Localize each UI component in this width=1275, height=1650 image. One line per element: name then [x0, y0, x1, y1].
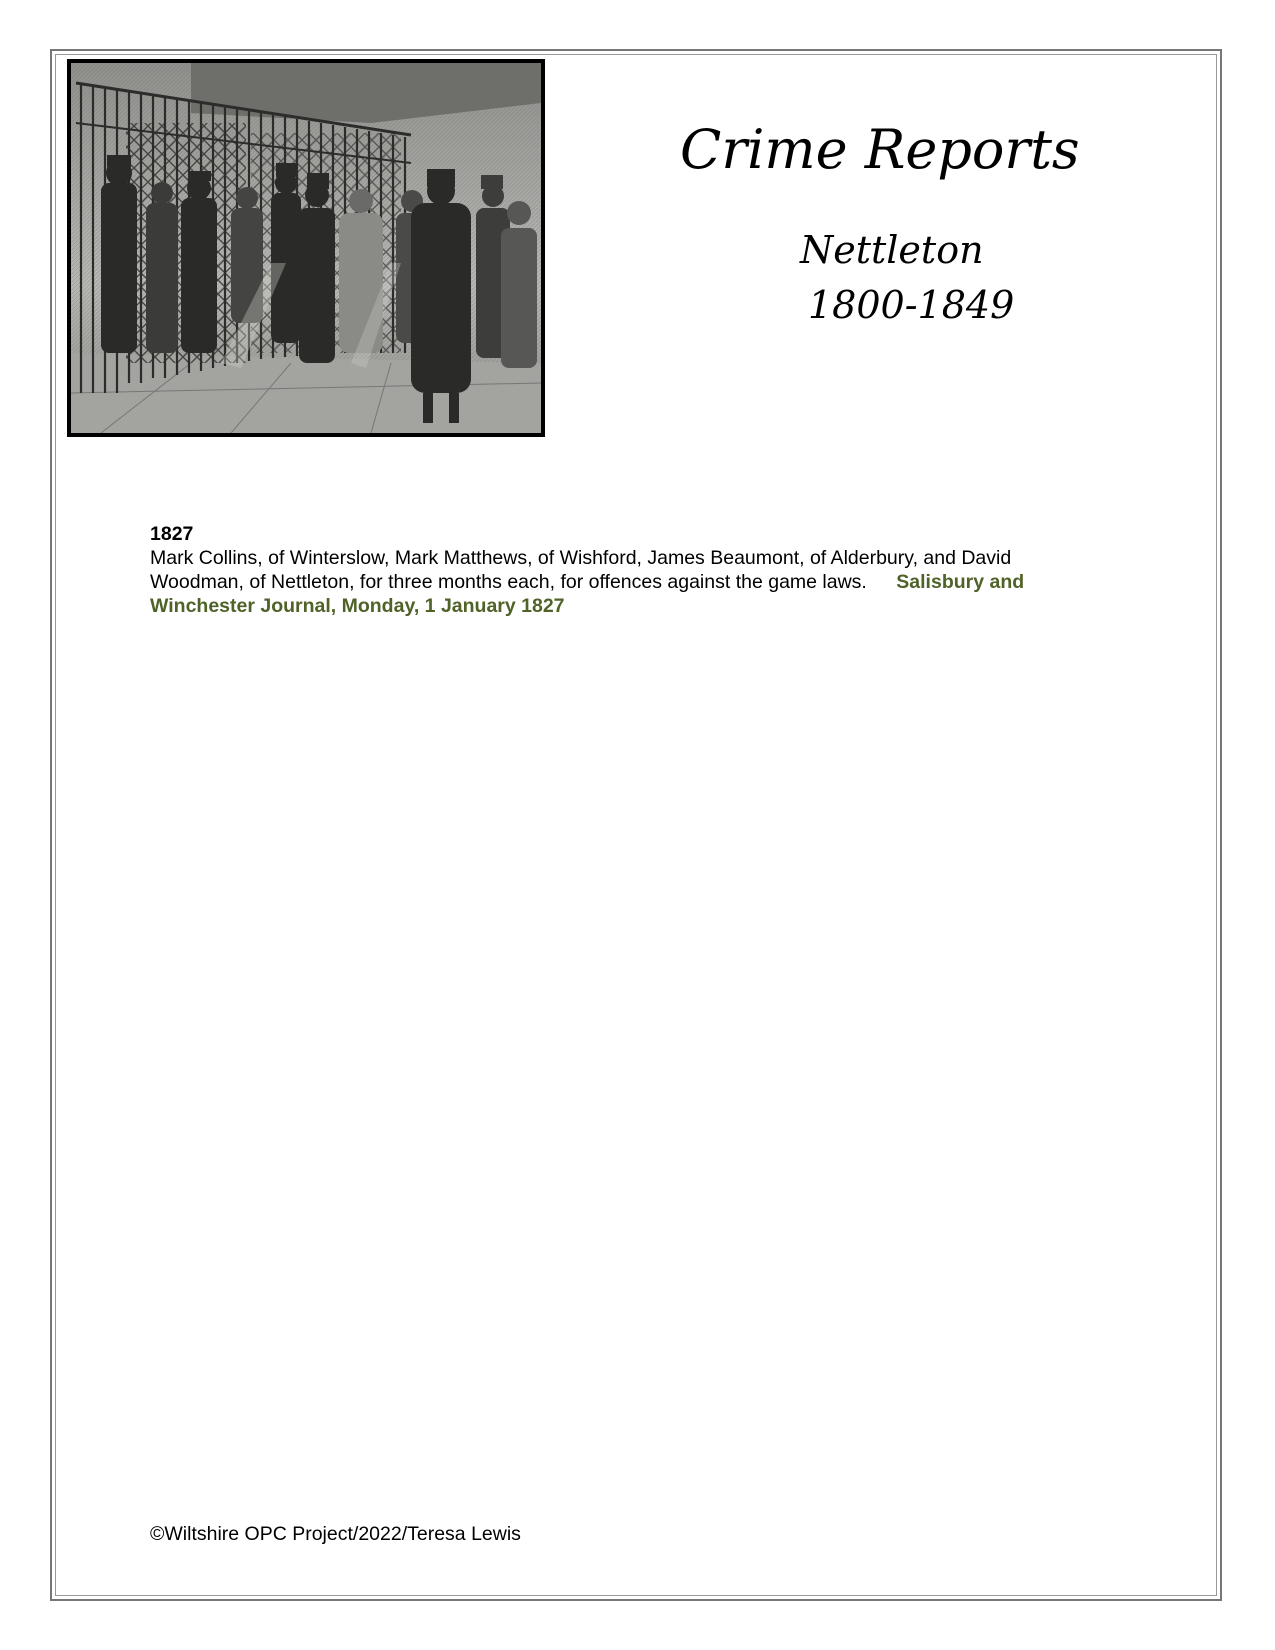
document-years: 1800-1849 [808, 283, 1015, 327]
engraving-image [71, 63, 541, 433]
prison-gate-engraving-illustration [67, 59, 545, 437]
entry-source: Salisbury and Winchester Journal, Monday, 1 January 1827 [150, 571, 1025, 617]
document-place: Nettleton [800, 228, 984, 272]
document-title: Crime Reports [680, 118, 1080, 181]
crime-report-entry [150, 522, 1090, 618]
footer-copyright: ©Wiltshire OPC Project/2022/Teresa Lewis [150, 1523, 521, 1545]
entry-text: Mark Collins, of Winterslow, Mark Matthews, of Wishford, James Beaumont, of Alderbury, and David Woodman, of Nettleton, for three months each, for offences against the game laws. [150, 547, 1012, 593]
entry-year: 1827 [150, 523, 194, 545]
